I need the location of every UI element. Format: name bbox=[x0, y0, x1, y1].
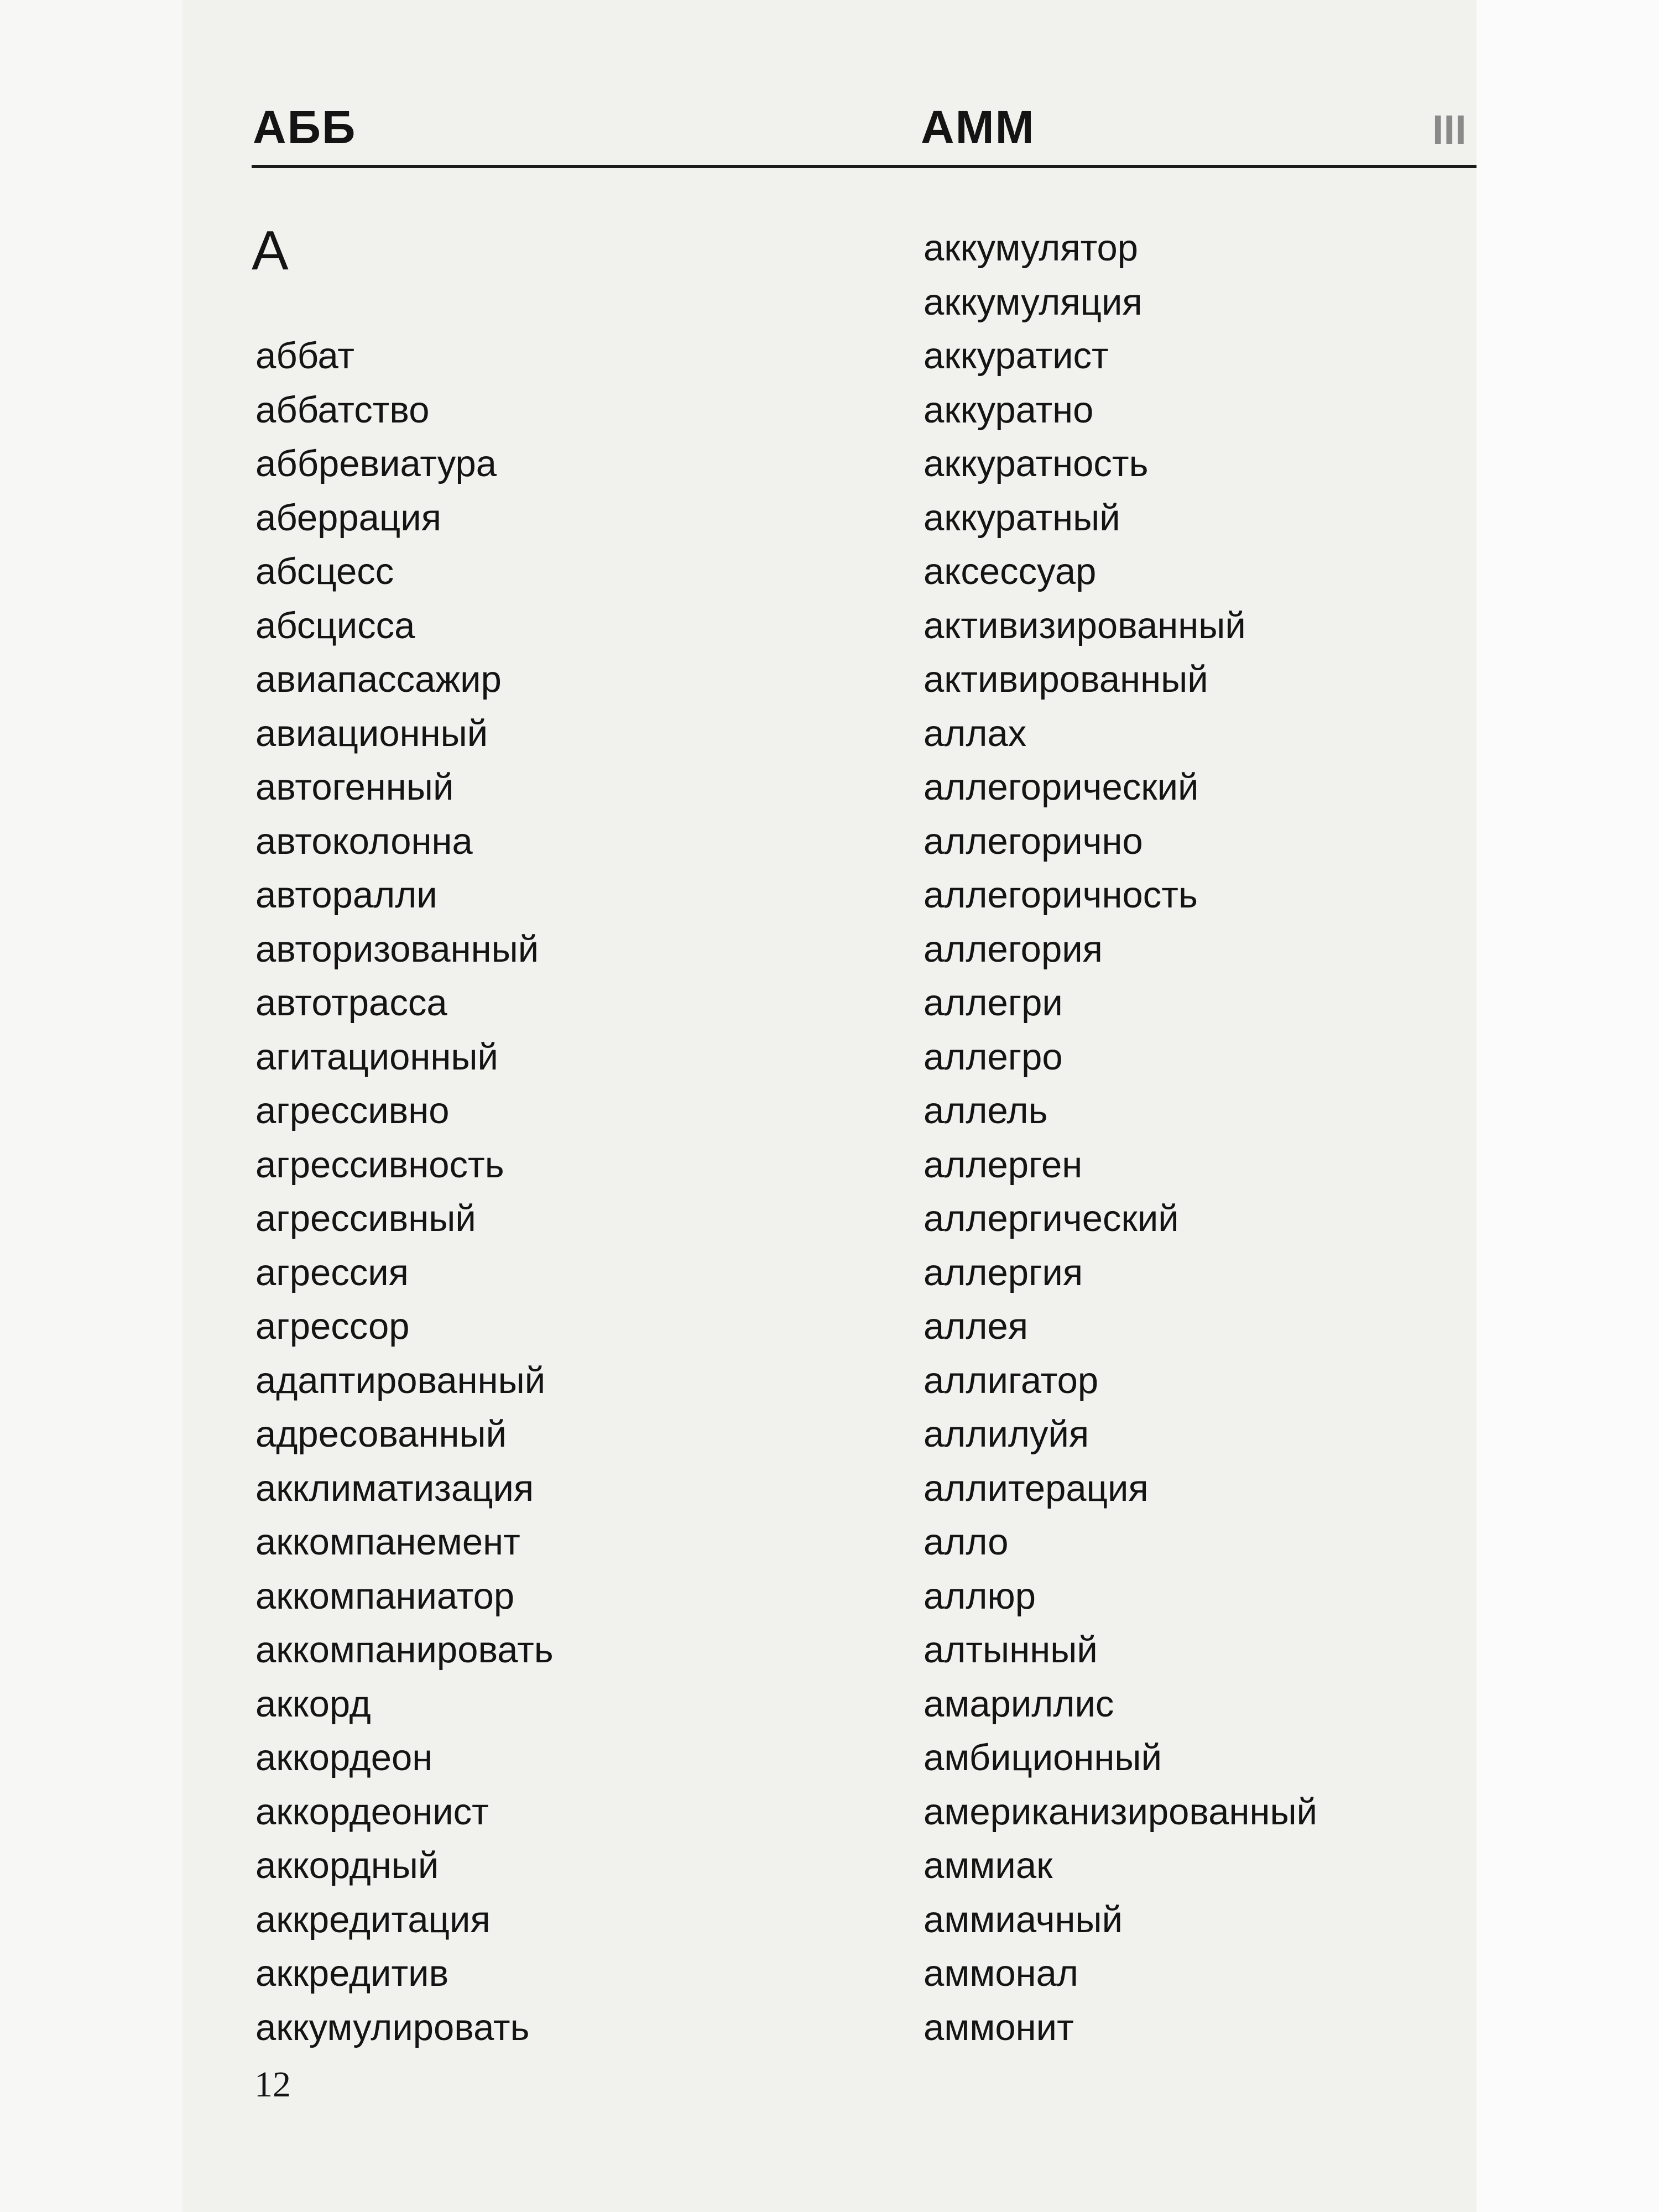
entry-word: агрессор bbox=[255, 1306, 410, 1347]
entry-word: авторалли bbox=[255, 874, 437, 916]
entry-word: аккуратно bbox=[924, 389, 1094, 431]
entry-word: абсцесс bbox=[255, 551, 394, 592]
entry-word: аккордный bbox=[255, 1845, 439, 1886]
entry-word: аккумулятор bbox=[924, 227, 1139, 269]
entry-word bbox=[255, 275, 554, 330]
entry-word: агрессивный bbox=[255, 1198, 476, 1239]
entry-word: аккорд bbox=[255, 1683, 371, 1725]
entry-word: аллегро bbox=[924, 1036, 1063, 1078]
entry-word: аккомпаниатор bbox=[255, 1575, 515, 1617]
entry-word: аккомпанемент bbox=[255, 1521, 520, 1563]
entry-word: аббревиатура bbox=[255, 443, 497, 484]
entry-word: агрессивно bbox=[255, 1090, 450, 1131]
entry-word: активизированный bbox=[924, 604, 1246, 646]
entry-word: аккумулировать bbox=[255, 2006, 530, 2048]
entry-word: аллах bbox=[924, 712, 1027, 754]
entry-word: аббат bbox=[255, 335, 354, 377]
entry-word: аллегорично bbox=[924, 820, 1143, 862]
header-rule bbox=[252, 165, 1477, 168]
entry-word: аберрация bbox=[255, 497, 442, 539]
entry-word: аллерген bbox=[924, 1144, 1083, 1186]
entry-word: авиационный bbox=[255, 712, 488, 754]
entry-word: аммонит bbox=[924, 2006, 1074, 2048]
entry-word: аккумуляция bbox=[924, 281, 1142, 323]
left-word-column bbox=[255, 221, 554, 2054]
entry-word: адресованный bbox=[255, 1413, 507, 1455]
entry-word: аккордеонист bbox=[255, 1791, 489, 1833]
entry-word: автоколонна bbox=[255, 820, 473, 862]
entry-word: аллитерация bbox=[924, 1467, 1149, 1509]
entry-word: аккордеон bbox=[255, 1737, 433, 1778]
entry-word: автогенный bbox=[255, 766, 454, 808]
entry-word: авиапассажир bbox=[255, 659, 502, 700]
entry-word: аллея bbox=[924, 1306, 1028, 1347]
page-code: III bbox=[1432, 107, 1467, 153]
entry-word: абсцисса bbox=[255, 604, 415, 646]
entry-word: аллегоричность bbox=[924, 874, 1198, 916]
entry-word: алло bbox=[924, 1521, 1009, 1563]
entry-word: алтынный bbox=[924, 1629, 1098, 1671]
right-margin bbox=[1477, 0, 1659, 2212]
entry-word: активированный bbox=[924, 659, 1208, 700]
entry-word: агитационный bbox=[255, 1036, 498, 1078]
entry-word: аккуратный bbox=[924, 497, 1120, 539]
left-guide-word: АББ bbox=[253, 101, 357, 153]
entry-word: акклиматизация bbox=[255, 1467, 534, 1509]
right-guide-word: АММ bbox=[921, 101, 1035, 153]
entry-word: аккуратность bbox=[924, 443, 1149, 484]
entry-word: аллилуйя bbox=[924, 1413, 1089, 1455]
entry-word: аллергический bbox=[924, 1198, 1179, 1239]
entry-word: аккредитив bbox=[255, 1953, 449, 1994]
entry-word: аккредитация bbox=[255, 1898, 491, 1940]
entry-word: аббатство bbox=[255, 389, 430, 431]
entry-word: аллергия bbox=[924, 1251, 1083, 1293]
left-margin bbox=[0, 0, 182, 2212]
entry-word: аллегорический bbox=[924, 766, 1199, 808]
entry-word: аллюр bbox=[924, 1575, 1036, 1617]
entry-word: амариллис bbox=[924, 1683, 1114, 1725]
entry-word: адаптированный bbox=[255, 1359, 546, 1401]
entry-word: авторизованный bbox=[255, 928, 539, 970]
entry-word: аммиак bbox=[924, 1845, 1053, 1886]
page-number: 12 bbox=[254, 2064, 291, 2105]
entry-word: агрессия bbox=[255, 1251, 409, 1293]
entry-word: автотрасса bbox=[255, 982, 447, 1024]
entry-word: агрессивность bbox=[255, 1144, 504, 1186]
entry-word: американизированный bbox=[924, 1791, 1318, 1833]
entry-word: аммонал bbox=[924, 1953, 1079, 1994]
entry-word: аксессуар bbox=[924, 551, 1097, 592]
entry-word bbox=[255, 221, 554, 275]
entry-word: аммиачный bbox=[924, 1898, 1123, 1940]
right-word-column bbox=[924, 221, 1317, 2054]
entry-word: аллель bbox=[924, 1090, 1048, 1131]
entry-word: амбиционный bbox=[924, 1737, 1162, 1778]
entry-word: аккуратист bbox=[924, 335, 1109, 377]
entry-word: аккомпанировать bbox=[255, 1629, 554, 1671]
entry-word: аллигатор bbox=[924, 1359, 1099, 1401]
section-letter: А bbox=[252, 220, 289, 281]
entry-word: аллегория bbox=[924, 928, 1103, 970]
entry-word: аллегри bbox=[924, 982, 1063, 1024]
